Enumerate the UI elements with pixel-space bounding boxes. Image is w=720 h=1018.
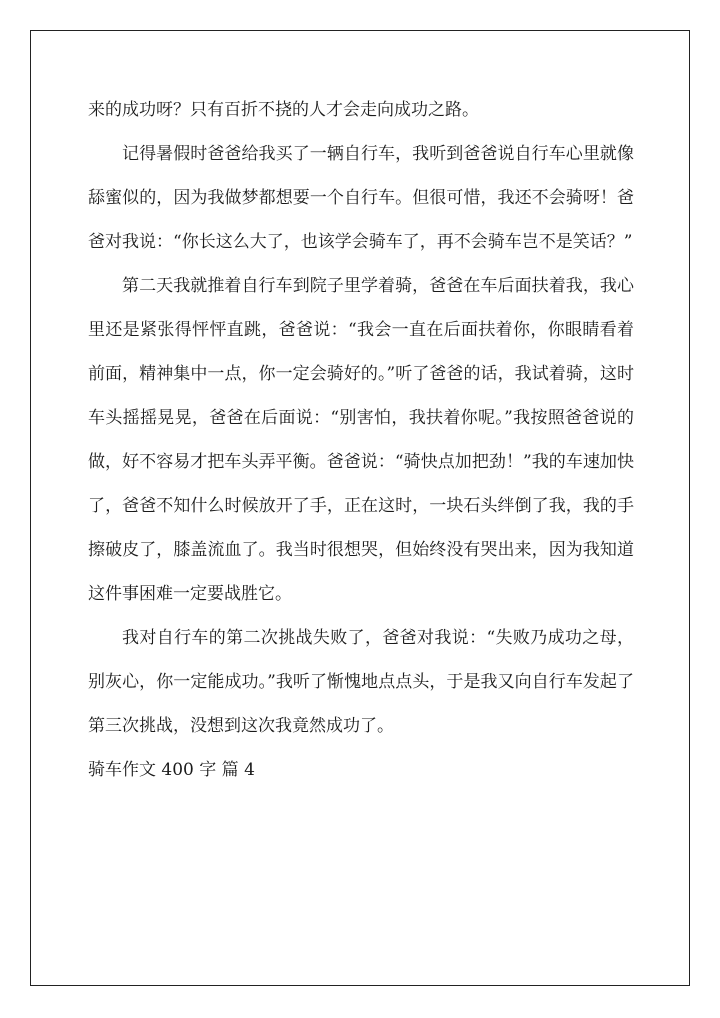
paragraph-3: 第二天我就推着自行车到院子里学着骑，爸爸在车后面扶着我，我心里还是紧张得怦怦直跳，爸爸说：“我会一直在后面扶着你，你眼睛看着前面，精神集中一点，你一定会骑好的。”听了爸爸的话，我试着骑，这时车头摇摇晃晃，爸爸在后面说：“别害怕，我扶着你呢。”我按照爸爸说的做，好不容易才把车头弄平衡。爸爸说：“骑快点加把劲！”我的车速加快了，爸爸不知什么时候放开了手，正在这时，一块石头绊倒了我，我的手擦破皮了，膝盖流血了。我当时很想哭，但始终没有哭出来，因为我知道这件事困难一定要战胜它。 bbox=[88, 276, 634, 604]
paragraph-1: 来的成功呀？只有百折不挠的人才会走向成功之路。 bbox=[88, 100, 479, 120]
paragraph-2: 记得暑假时爸爸给我买了一辆自行车，我听到爸爸说自行车心里就像舔蜜似的，因为我做梦都想要一个自行车。但很可惜，我还不会骑呀！爸爸对我说：“你长这么大了，也该学会骑车了，再不会骑车岂不是笑话？” bbox=[88, 144, 634, 252]
section-heading: 骑车作文 400 字 篇 4 bbox=[88, 760, 255, 780]
paragraph-4: 我对自行车的第二次挑战失败了，爸爸对我说：“失败乃成功之母，别灰心，你一定能成功。”我听了惭愧地点点头，于是我又向自行车发起了第三次挑战，没想到这次我竟然成功了。 bbox=[88, 628, 634, 736]
document-body bbox=[88, 88, 634, 792]
